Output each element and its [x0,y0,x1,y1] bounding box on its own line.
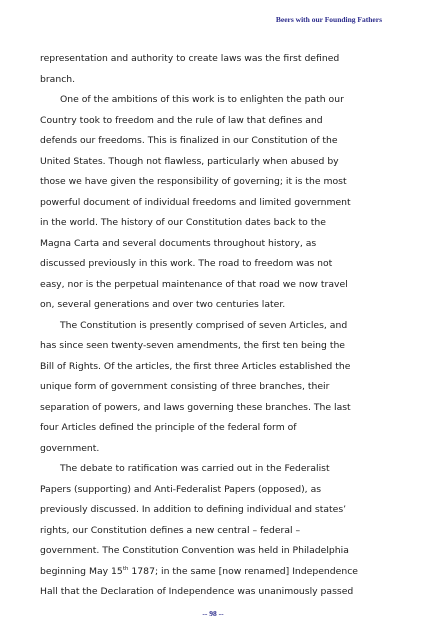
text-line: One of the ambitions of this work is to enlighten the path our [60,94,344,105]
text-line: Papers (supporting) and Anti-Federalist Papers (opposed), as [40,483,322,495]
text-line: previously discussed. In addition to defining individual and states’ [40,504,347,515]
text-line: four Articles defined the principle of the federal form of [40,422,297,433]
text-line: The Constitution is presently comprised of seven Articles, and [60,319,348,331]
text-line: discussed previously in this work. The road to freedom was not [40,258,333,269]
text-fragment: beginning May 15 [40,565,123,577]
text-line: defends our freedoms. This is finalized in our Constitution of the [40,135,338,146]
text-line: unique form of government consisting of three branches, their [40,381,330,392]
text-line: The debate to ratification was carried out in the Federalist [60,463,330,474]
running-header: Beers with our Founding Fathers [275,15,382,24]
text-line: those we have given the responsibility of governing; it is the most [40,176,347,187]
text-line: Bill of Rights. Of the articles, the first three Articles established the [40,360,351,372]
page-number: -- 98 -- [202,609,224,618]
text-line: rights, our Constitution defines a new central – federal – [40,524,301,536]
text-line: in the world. The history of our Constitution dates back to the [40,217,326,228]
text-line: separation of powers, and laws governing these branches. The last [40,401,351,413]
ordinal-superscript: th [122,565,129,572]
text-line: government. The Constitution Convention was held in Philadelphia [40,545,349,556]
body-text [40,49,396,603]
text-line: Country took to freedom and the rule of law that defines and [40,114,323,126]
text-line: government. [40,442,100,454]
text-line: on, several generations and over two centuries later. [40,299,286,310]
text-line: United States. Though not flawless, particularly when abused by [40,155,339,167]
text-line: Hall that the Declaration of Independence was unanimously passed [40,586,354,597]
text-line: has since seen twenty-seven amendments, the first ten being the [40,340,346,351]
text-line: easy, nor is the perpetual maintenance of that road we now travel [40,278,348,290]
text-line: branch. [40,73,76,85]
text-line: representation and authority to create laws was the first defined [40,53,340,64]
text-fragment: 1787; in the same [now renamed] Independence [128,565,358,577]
text-line: powerful document of individual freedoms and limited government [40,196,351,208]
text-line [40,562,396,583]
text-line: Magna Carta and several documents throughout history, as [40,237,317,249]
